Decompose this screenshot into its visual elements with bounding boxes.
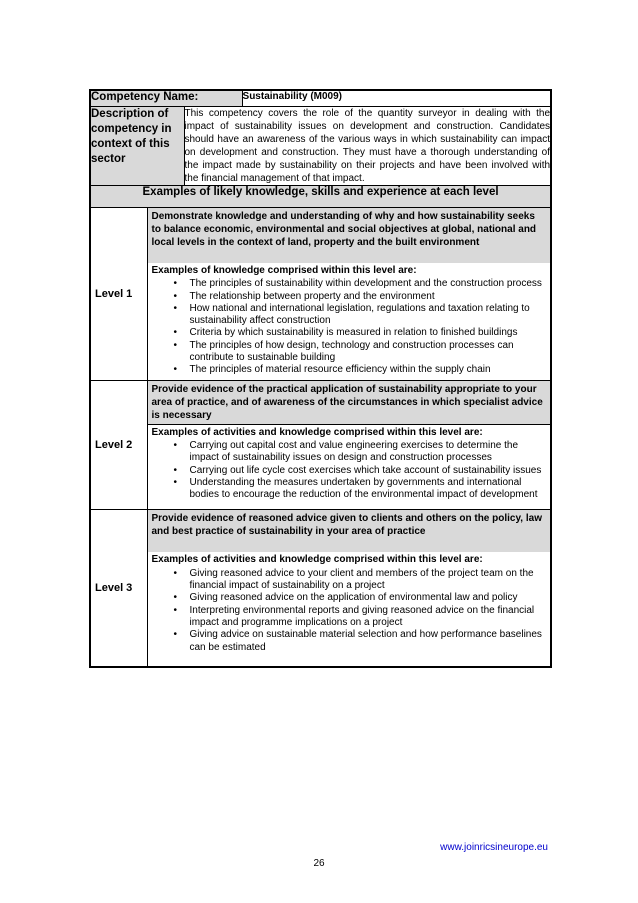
competency-name-row bbox=[90, 90, 551, 107]
list-item: • Carrying out capital cost and value engineering exercises to determine the impact of sustainability issues on design and construction processes bbox=[173, 439, 519, 464]
list-item: • How national and international legislation, regulations and taxation relating to sustainability affect construction bbox=[173, 302, 530, 327]
level-2-heading: Provide evidence of the practical application of sustainability appropriate to your area of practice, and of awareness of the circumstances in which specialist advice is necessary bbox=[148, 381, 551, 424]
list-item: • Carrying out life cycle cost exercises which take account of sustainability issues bbox=[173, 464, 542, 476]
level-1-body bbox=[148, 263, 551, 380]
bullet-icon: • bbox=[173, 302, 178, 314]
bullet-icon: • bbox=[173, 476, 178, 488]
bullet-icon: • bbox=[173, 339, 178, 351]
list-item: • The principles of sustainability within development and the construction process bbox=[173, 278, 542, 290]
list-item: • The relationship between property and the environment bbox=[173, 290, 435, 302]
bullet-icon: • bbox=[173, 567, 178, 579]
bullet-icon: • bbox=[173, 290, 178, 302]
level-3-bullet-list bbox=[152, 568, 547, 654]
level-2-label: Level 2 bbox=[90, 380, 147, 510]
footer-website-link[interactable]: www.joinricsineurope.eu bbox=[440, 842, 548, 853]
list-item: • The principles of material resource efficiency within the supply chain bbox=[173, 364, 491, 376]
level-3-heading: Provide evidence of reasoned advice given to clients and others on the policy, law and best practice of sustainability in your area of practice bbox=[148, 510, 551, 552]
level-3-body bbox=[148, 552, 551, 665]
bullet-icon: • bbox=[173, 439, 178, 451]
level-3-label: Level 3 bbox=[90, 510, 147, 667]
examples-heading: Examples of likely knowledge, skills and experience at each level bbox=[90, 186, 551, 208]
description-row bbox=[90, 107, 551, 186]
level-3-content bbox=[147, 510, 551, 667]
bullet-icon: • bbox=[173, 278, 178, 290]
list-item: • Criteria by which sustainability is measured in relation to finished buildings bbox=[173, 327, 518, 339]
bullet-icon: • bbox=[173, 604, 178, 616]
level-1-row bbox=[90, 208, 551, 381]
level-1-label: Level 1 bbox=[90, 208, 147, 381]
description-label: Description of competency in context of this sector bbox=[90, 107, 184, 186]
list-item: • Understanding the measures undertaken by governments and international bodies to encourage the reduction of the environmental impact of development bbox=[173, 476, 538, 501]
list-item: • The principles of how design, technology and construction processes can contribute to sustainable building bbox=[173, 339, 514, 364]
list-item: • Giving reasoned advice on the application of environmental law and policy bbox=[173, 592, 518, 604]
bullet-icon: • bbox=[173, 464, 178, 476]
level-1-heading: Demonstrate knowledge and understanding of why and how sustainability seeks to balance economic, environmental and social objectives at global, national and local levels in the context of land, property and the built environment bbox=[148, 208, 551, 263]
level-2-content bbox=[147, 380, 551, 510]
competency-table bbox=[89, 89, 552, 668]
bullet-icon: • bbox=[173, 592, 178, 604]
level-3-row bbox=[90, 510, 551, 667]
examples-heading-row bbox=[90, 186, 551, 208]
description-text: This competency covers the role of the quantity surveyor in dealing with the impact of sustainability issues on development and construction. Candidates should have an awareness of the various ways in which sustainability can impact on development and construction. They must have a thorough understanding of the impact made by sustainability on their projects and have been involved with the financial management of that impact. bbox=[184, 108, 551, 184]
competency-name-label: Competency Name: bbox=[90, 90, 242, 107]
list-item: • Giving reasoned advice to your client and members of the project team on the financial impact of sustainability on a project bbox=[173, 567, 534, 592]
level-3-subheading: Examples of activities and knowledge comprised within this level are: bbox=[151, 554, 483, 566]
bullet-icon: • bbox=[173, 327, 178, 339]
level-2-row bbox=[90, 380, 551, 510]
level-1-bullet-list bbox=[152, 278, 547, 376]
level-2-subheading: Examples of activities and knowledge comprised within this level are: bbox=[151, 426, 483, 438]
page-number: 26 bbox=[313, 858, 325, 869]
bullet-icon: • bbox=[173, 629, 178, 641]
list-item: • Interpreting environmental reports and giving reasoned advice on the financial impact and programme implications on a project bbox=[173, 604, 535, 628]
list-item: • Giving advice on sustainable material selection and how performance baselines can be estimated bbox=[173, 629, 542, 653]
level-1-subheading: Examples of knowledge comprised within this level are: bbox=[151, 265, 417, 276]
bullet-icon: • bbox=[173, 364, 178, 376]
competency-name-value: Sustainability (M009) bbox=[242, 90, 551, 107]
level-2-bullet-list bbox=[152, 440, 547, 501]
level-1-content bbox=[147, 208, 551, 381]
level-2-body bbox=[148, 424, 551, 510]
